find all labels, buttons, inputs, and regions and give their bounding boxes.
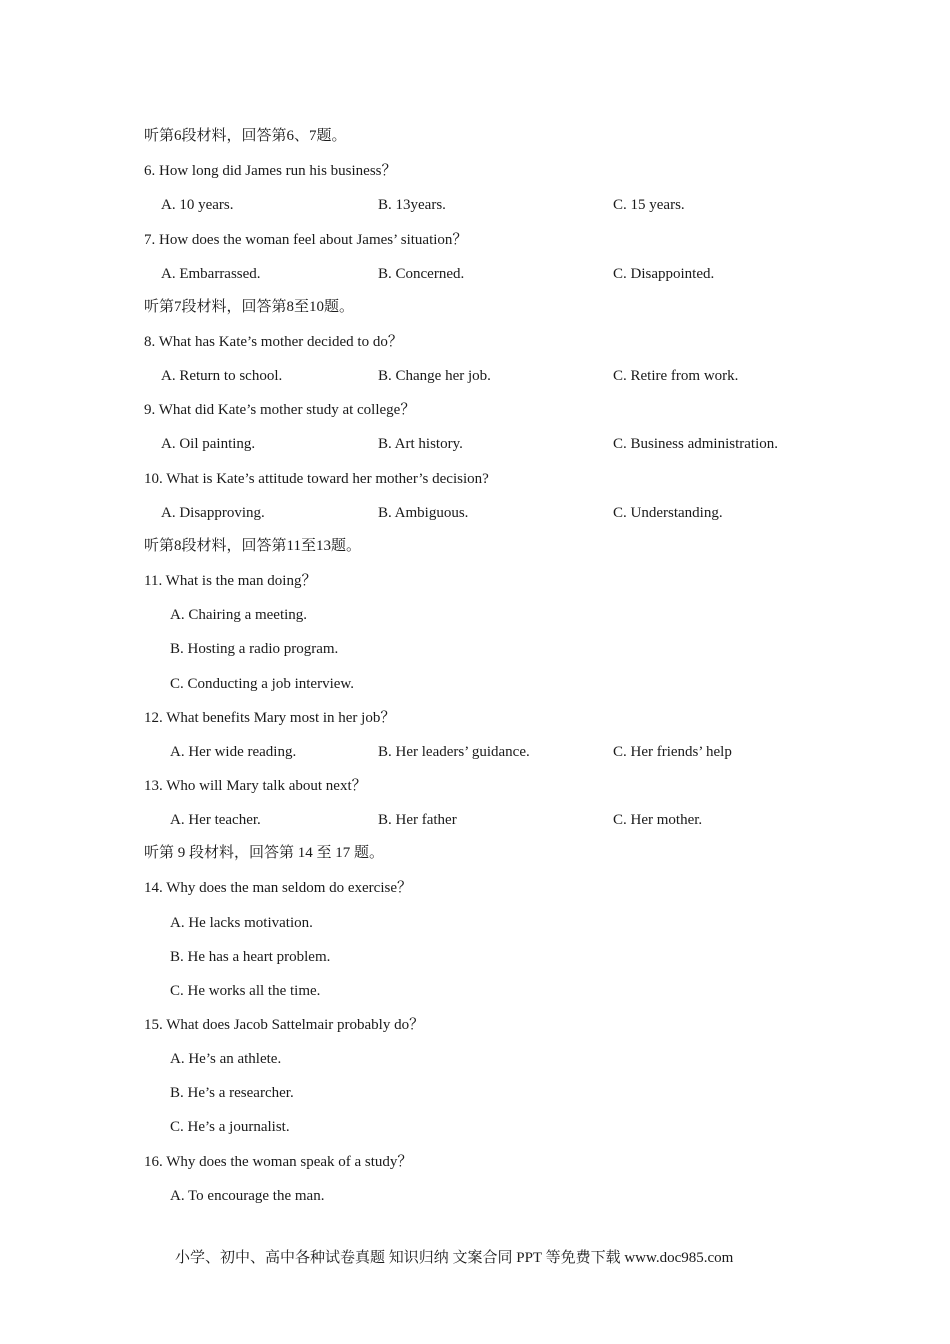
q6-option-b: B. 13years. bbox=[378, 197, 446, 213]
q8-option-b: B. Change her job. bbox=[378, 368, 491, 384]
q13-option-a: A. Her teacher. bbox=[170, 812, 261, 828]
section-heading-7: 听第7段材料，回答第8至10题。 bbox=[144, 299, 355, 315]
section-heading-8: 听第8段材料，回答第11至13题。 bbox=[144, 538, 361, 554]
q12-option-c: C. Her friends’ help bbox=[613, 744, 732, 760]
q11-option-a: A. Chairing a meeting. bbox=[170, 607, 308, 623]
q9-option-b: B. Art history. bbox=[378, 436, 463, 452]
q15-option-a: A. He’s an athlete. bbox=[170, 1051, 282, 1067]
q9-option-c: C. Business administration. bbox=[613, 436, 778, 452]
q12-option-b: B. Her leaders’ guidance. bbox=[378, 744, 530, 760]
q11-option-b: B. Hosting a radio program. bbox=[170, 641, 339, 657]
q7-option-b: B. Concerned. bbox=[378, 266, 465, 282]
question-11: 11. What is the man doing？ bbox=[144, 573, 317, 589]
page-footer: 小学、初中、高中各种试卷真题 知识归纳 文案合同 PPT 等免费下载 www.doc985.com bbox=[175, 1250, 734, 1266]
question-6: 6. How long did James run his business？ bbox=[144, 163, 397, 179]
q14-option-b: B. He has a heart problem. bbox=[170, 949, 331, 965]
question-15: 15. What does Jacob Sattelmair probably do？ bbox=[144, 1017, 425, 1033]
q16-option-a: A. To encourage the man. bbox=[170, 1188, 325, 1204]
q12-option-a: A. Her wide reading. bbox=[170, 744, 297, 760]
q14-option-c: C. He works all the time. bbox=[170, 983, 321, 999]
q6-option-c: C. 15 years. bbox=[613, 197, 685, 213]
q13-option-c: C. Her mother. bbox=[613, 812, 703, 828]
question-13: 13. Who will Mary talk about next？ bbox=[144, 778, 367, 794]
question-8: 8. What has Kate’s mother decided to do？ bbox=[144, 334, 403, 350]
q13-option-b: B. Her father bbox=[378, 812, 457, 828]
q8-option-c: C. Retire from work. bbox=[613, 368, 739, 384]
q15-option-b: B. He’s a researcher. bbox=[170, 1085, 294, 1101]
q11-option-c: C. Conducting a job interview. bbox=[170, 676, 354, 692]
question-14: 14. Why does the man seldom do exercise？ bbox=[144, 880, 412, 896]
question-7: 7. How does the woman feel about James’ situation？ bbox=[144, 232, 468, 248]
question-16: 16. Why does the woman speak of a study？ bbox=[144, 1154, 413, 1170]
q14-option-a: A. He lacks motivation. bbox=[170, 915, 313, 931]
q10-option-a: A. Disapproving. bbox=[161, 505, 265, 521]
question-12: 12. What benefits Mary most in her job？ bbox=[144, 710, 396, 726]
section-heading-6: 听第6段材料，回答第6、7题。 bbox=[144, 128, 347, 144]
section-heading-9: 听第 9 段材料，回答第 14 至 17 题。 bbox=[144, 845, 385, 861]
q7-option-c: C. Disappointed. bbox=[613, 266, 715, 282]
q15-option-c: C. He’s a journalist. bbox=[170, 1119, 290, 1135]
question-9: 9. What did Kate’s mother study at college？ bbox=[144, 402, 416, 418]
q10-option-c: C. Understanding. bbox=[613, 505, 723, 521]
q8-option-a: A. Return to school. bbox=[161, 368, 283, 384]
q9-option-a: A. Oil painting. bbox=[161, 436, 256, 452]
q6-option-a: A. 10 years. bbox=[161, 197, 234, 213]
q7-option-a: A. Embarrassed. bbox=[161, 266, 261, 282]
q10-option-b: B. Ambiguous. bbox=[378, 505, 469, 521]
question-10: 10. What is Kate’s attitude toward her mother’s decision? bbox=[144, 471, 489, 487]
